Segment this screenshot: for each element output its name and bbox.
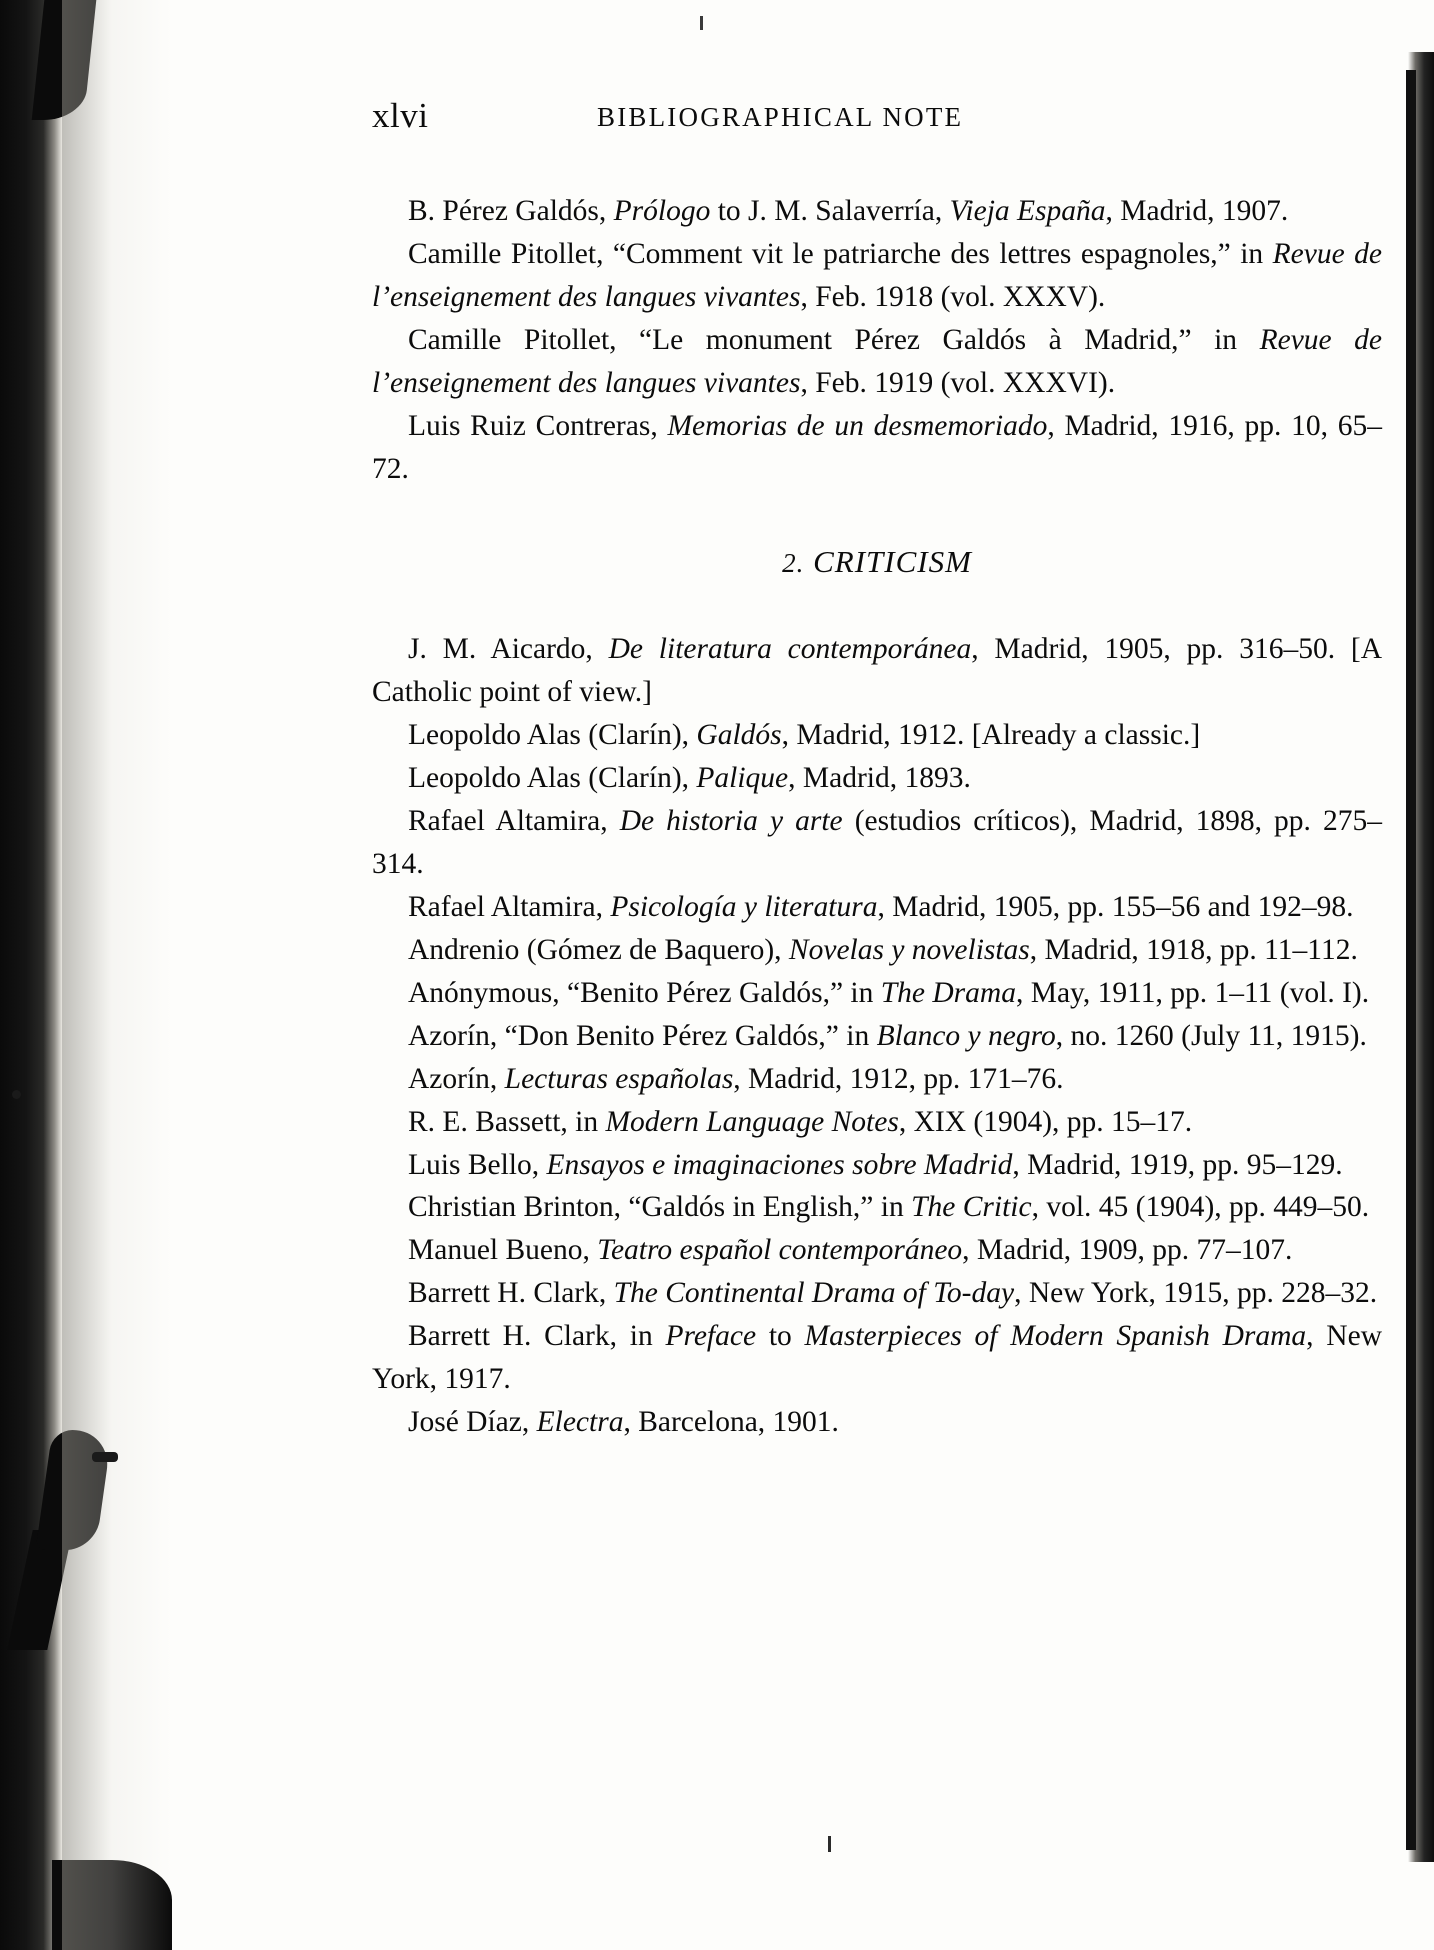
binding-gutter-shadow [0,0,62,1950]
bibliography-entry: Camille Pitollet, “Comment vit le patriarche des lettres espagnoles,” in Revue de l’enseignement des langues vivantes, Feb. 1918 (vol. XXXV). [372,237,1382,313]
scan-speck [92,1452,118,1462]
page-text-column [372,96,1382,1444]
page-bottom-tick-mark [828,1836,831,1852]
page-top-tick-mark [700,16,703,30]
bibliography-entry: Christian Brinton, “Galdós in English,” in The Critic, vol. 45 (1904), pp. 449–50. [408,1191,1370,1224]
bibliography-entry: Anónymous, “Benito Pérez Galdós,” in The Drama, May, 1911, pp. 1–11 (vol. I). [408,976,1370,1009]
page-number: xlvi [372,96,429,135]
section-heading [372,544,1382,580]
bibliography-entry: Camille Pitollet, “Le monument Pérez Galdós à Madrid,” in Revue de l’enseignement des langues vivantes, Feb. 1919 (vol. XXXVI). [372,323,1382,399]
scan-speck [12,1090,21,1099]
bibliography-entry: Barrett H. Clark, The Continental Drama of To-day, New York, 1915, pp. 228–32. [408,1277,1378,1310]
bibliography-entry: José Díaz, Electra, Barcelona, 1901. [408,1406,839,1439]
page-curl-shading [62,0,172,1950]
bibliography-entry: Rafael Altamira, Psicología y literatura, Madrid, 1905, pp. 155–56 and 192–98. [408,890,1354,923]
page-edge-right-dark [1406,70,1416,1850]
bibliography-entry: Rafael Altamira, De historia y arte (estudios críticos), Madrid, 1898, pp. 275–314. [372,805,1382,881]
section-number: 2. [782,548,805,579]
bibliography-entry: Luis Bello, Ensayos e imaginaciones sobre Madrid, Madrid, 1919, pp. 95–129. [408,1148,1343,1181]
bibliography-entries-part-1 [372,190,1382,490]
bibliography-entry: Barrett H. Clark, in Preface to Masterpieces of Modern Spanish Drama, New York, 1917. [372,1320,1382,1396]
bibliography-entry: J. M. Aicardo, De literatura contemporánea, Madrid, 1905, pp. 316–50. [A Catholic point of view.] [372,633,1383,709]
bibliography-entry: Andrenio (Gómez de Baquero), Novelas y novelistas, Madrid, 1918, pp. 11–112. [408,933,1358,966]
bibliography-entry: Azorín, “Don Benito Pérez Galdós,” in Blanco y negro, no. 1260 (July 11, 1915). [408,1019,1367,1052]
bibliography-entry: Azorín, Lecturas españolas, Madrid, 1912, pp. 171–76. [408,1062,1064,1095]
running-head [372,96,1382,142]
bibliography-entry: Leopoldo Alas (Clarín), Palique, Madrid, 1893. [408,762,971,795]
bibliography-entries-criticism [372,628,1382,1444]
running-head-title: BIBLIOGRAPHICAL NOTE [597,102,964,132]
bibliography-entry: Leopoldo Alas (Clarín), Galdós, Madrid, 1912. [Already a classic.] [408,719,1201,752]
section-title: CRITICISM [813,544,972,580]
bibliography-entry: B. Pérez Galdós, Prólogo to J. M. Salaverría, Vieja España, Madrid, 1907. [408,195,1289,227]
bibliography-entry: Luis Ruiz Contreras, Memorias de un desmemoriado, Madrid, 1916, pp. 10, 65–72. [372,409,1382,485]
bibliography-entry: R. E. Bassett, in Modern Language Notes, XIX (1904), pp. 15–17. [408,1105,1193,1138]
bibliography-entry: Manuel Bueno, Teatro español contemporáneo, Madrid, 1909, pp. 77–107. [408,1234,1293,1267]
